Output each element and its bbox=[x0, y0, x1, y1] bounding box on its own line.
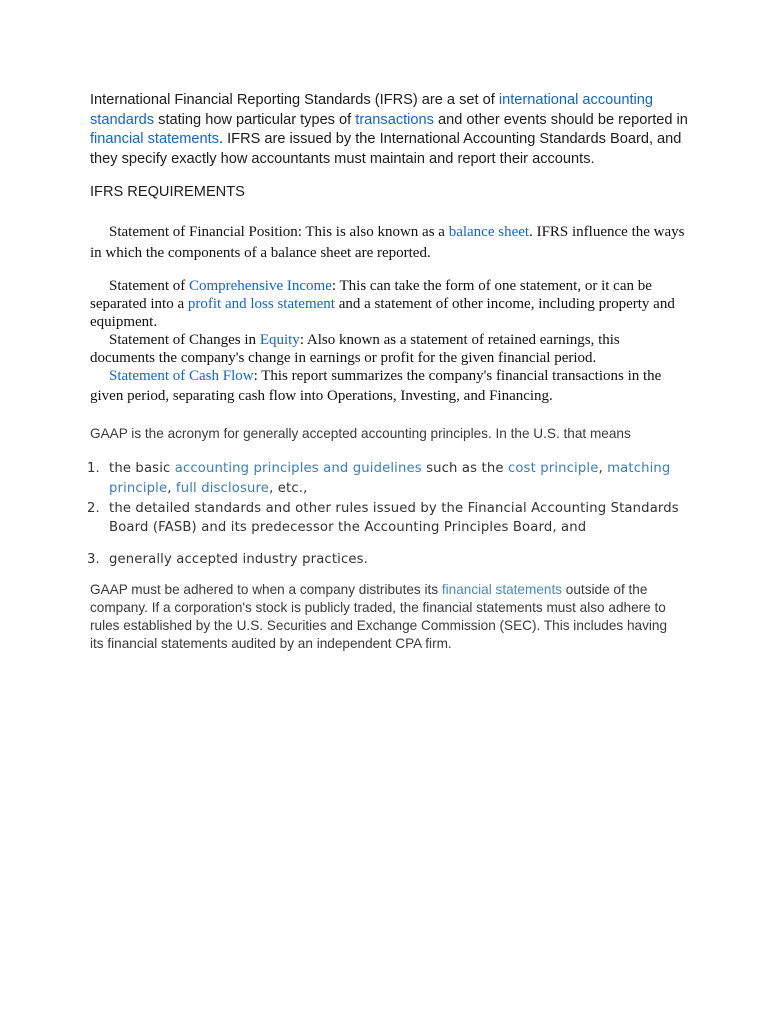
list-text: such as the bbox=[421, 461, 508, 476]
section-heading: IFRS REQUIREMENTS bbox=[90, 184, 245, 200]
closing-paragraph bbox=[90, 581, 680, 653]
intro-text: and other events should be reported in bbox=[433, 111, 688, 128]
requirement-cash-flow bbox=[90, 367, 685, 406]
requirement-text: Statement of Financial Position: This is also known as a bbox=[109, 224, 449, 240]
list-text: , etc., bbox=[269, 480, 308, 496]
list-number: 3. bbox=[87, 552, 100, 568]
closing-text: outside of the company. If a corporation's stock is publicly traded, the financial statements must also adhere to rules established by the U.S. Securities and Exchange Commission (SEC). This includes having its financial statements audited by an independent CPA firm. bbox=[90, 582, 668, 651]
list-separator: , bbox=[598, 461, 608, 476]
list-number: 2. bbox=[87, 500, 100, 516]
requirement-text: . IFRS influence the ways in which the components of a balance sheet are reported. bbox=[90, 224, 685, 261]
gaap-intro: GAAP is the acronym for generally accepted accounting principles. In the U.S. that means bbox=[90, 426, 631, 441]
requirement-text: and a statement of other income, including property and equipment. bbox=[90, 296, 675, 330]
list-text: generally accepted industry practices. bbox=[109, 552, 368, 568]
requirement-text: : This report summarizes the company's financial transactions in the given period, separating cash flow into Operations, Investing, and Financing. bbox=[90, 368, 662, 404]
list-number: 1. bbox=[87, 461, 100, 476]
list-item bbox=[87, 550, 690, 570]
intro-text: stating how particular types of bbox=[154, 111, 356, 128]
list-separator: , bbox=[167, 480, 176, 496]
closing-text: GAAP must be adhered to when a company distributes its bbox=[90, 582, 442, 597]
intro-paragraph bbox=[90, 91, 690, 169]
link-matching-principle[interactable]: matching principle bbox=[109, 461, 671, 496]
link-transactions[interactable]: transactions bbox=[355, 111, 434, 128]
link-statement-of-cash-flow[interactable]: Statement of Cash Flow bbox=[109, 368, 254, 384]
link-full-disclosure[interactable]: full disclosure bbox=[175, 480, 270, 496]
intro-text: International Financial Reporting Standards (IFRS) are a set of bbox=[90, 92, 499, 108]
requirement-financial-position bbox=[90, 222, 685, 263]
link-profit-and-loss-statement[interactable]: profit and loss statement bbox=[187, 296, 335, 312]
requirement-text: Statement of Changes in bbox=[109, 332, 260, 348]
requirement-changes-in-equity bbox=[90, 331, 685, 367]
list-item bbox=[87, 499, 690, 539]
requirement-text: : This can take the form of one statement, or it can be separated into a bbox=[90, 278, 652, 312]
link-balance-sheet[interactable]: balance sheet bbox=[448, 224, 530, 240]
link-financial-statements[interactable]: financial statements bbox=[90, 131, 219, 148]
gaap-list bbox=[87, 459, 690, 570]
link-financial-statements-gaap[interactable]: financial statements bbox=[441, 582, 563, 597]
list-text: the basic bbox=[109, 461, 175, 476]
link-comprehensive-income[interactable]: Comprehensive Income bbox=[188, 278, 332, 294]
requirement-text: Statement of bbox=[109, 278, 189, 294]
intro-text: . IFRS are issued by the International Accounting Standards Board, and they specify exactly how accountants must maintain and report their accounts. bbox=[90, 131, 682, 167]
link-equity[interactable]: Equity bbox=[259, 332, 300, 348]
requirement-comprehensive-income bbox=[90, 277, 685, 331]
list-item bbox=[87, 459, 690, 499]
requirement-text: : Also known as a statement of retained earnings, this documents the company's change in earnings or profit for the given financial period. bbox=[90, 332, 620, 366]
link-cost-principle[interactable]: cost principle bbox=[507, 461, 599, 476]
link-international-accounting-standards[interactable]: international accounting standards bbox=[90, 92, 653, 128]
link-accounting-principles-and-guidelines[interactable]: accounting principles and guidelines bbox=[174, 461, 422, 476]
list-text: the detailed standards and other rules issued by the Financial Accounting Standards Board (FASB) and its predecessor the Accounting Principles Board, and bbox=[109, 500, 679, 536]
